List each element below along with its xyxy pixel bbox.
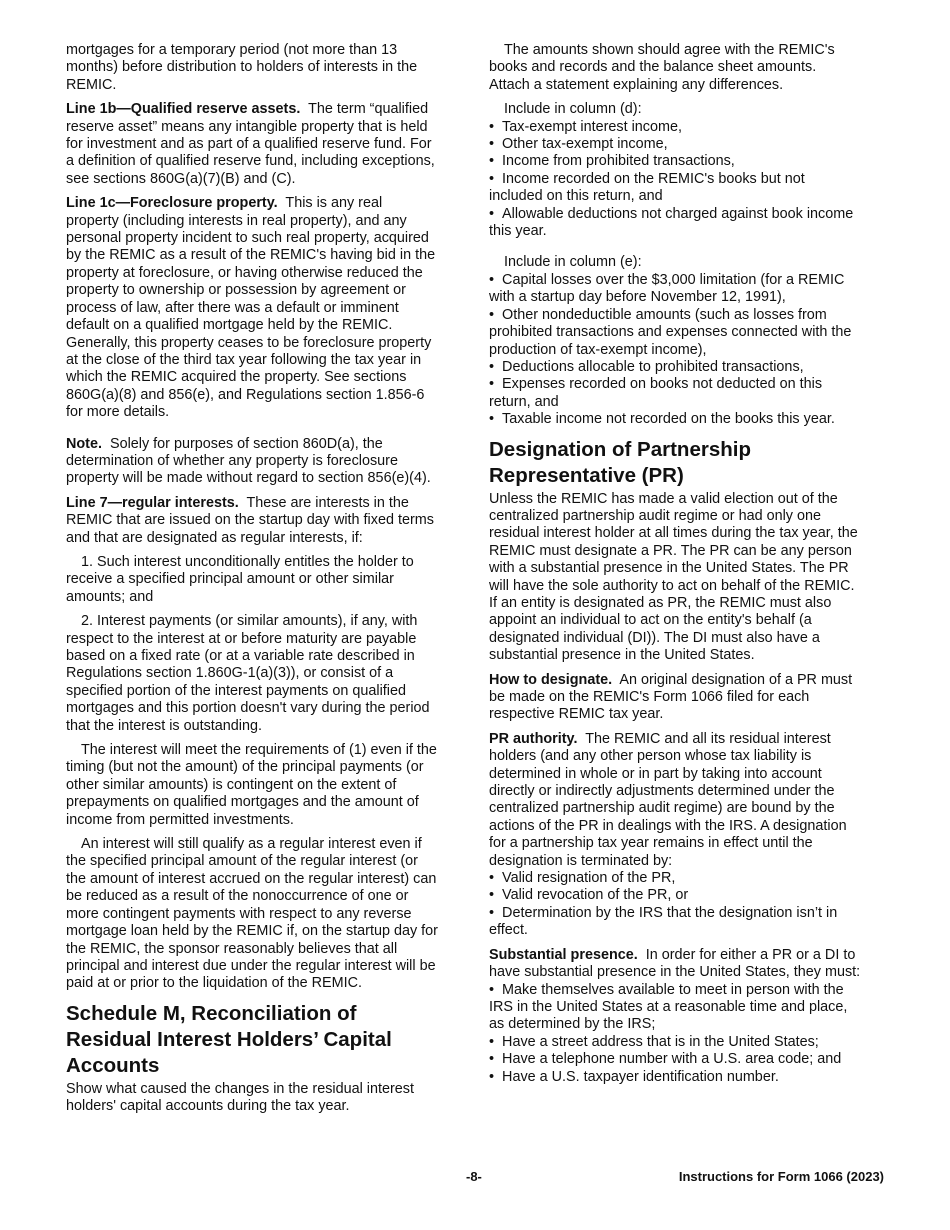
paragraph	[66, 42, 476, 94]
text-line: based on a fixed rate (or at a variable rate described in	[66, 648, 415, 664]
text-line: • Taxable income not recorded on the books this year.	[489, 411, 899, 428]
text-line: 1. Such interest unconditionally entitles the holder to	[81, 553, 414, 570]
text-line	[489, 947, 899, 964]
bullet-item	[489, 272, 899, 307]
text-line: REMIC that are issued on the startup day with fixed terms	[66, 512, 434, 529]
text-line: REMIC.	[66, 76, 117, 93]
text-line: REMIC must designate a PR. The PR can be any person	[489, 542, 852, 559]
paragraph	[66, 836, 476, 993]
page-number: -8-	[466, 1169, 482, 1184]
text-line: mortgage loan held by the REMIC if, on the startup day for	[66, 923, 438, 940]
text-line: centralized partnership audit regime or had only one	[489, 507, 821, 524]
bullet-item	[489, 887, 899, 904]
text-line: • Allowable deductions not charged against book income	[489, 206, 899, 223]
bullet-item	[489, 870, 899, 887]
left-column	[66, 42, 476, 1116]
bullet-item	[489, 171, 899, 206]
text-line	[489, 731, 899, 748]
text-line: determined in whole or in part by taking into account	[489, 765, 822, 782]
text-line: • Capital losses over the $3,000 limitation (for a REMIC	[489, 272, 899, 289]
text-line: specified portion of the interest payments on qualified	[66, 682, 406, 699]
paragraph	[66, 101, 476, 188]
run-in-heading: How to designate.	[489, 671, 613, 688]
text-line: the specified principal amount of the regular interest (or	[66, 853, 418, 870]
line-text: The REMIC and all its residual interest	[585, 730, 831, 747]
text-line: • Have a telephone number with a U.S. area code; and	[489, 1051, 899, 1068]
text-line: • Tax-exempt interest income,	[489, 119, 899, 136]
text-line: 2. Interest payments (or similar amounts), if any, with	[81, 613, 418, 630]
paragraph	[489, 254, 899, 271]
line-text: Solely for purposes of section 860D(a), the	[109, 435, 383, 452]
text-line: be made on the REMIC's Form 1066 filed for each	[489, 689, 810, 705]
bullet-item	[489, 1069, 899, 1086]
section-heading	[66, 1001, 476, 1079]
text-line: this year.	[489, 223, 547, 240]
text-line: Attach a statement explaining any differences.	[489, 76, 784, 93]
text-line: residual interest holder at all times during the tax year, the	[489, 525, 858, 542]
text-line: with a startup day before November 12, 1991),	[489, 289, 786, 306]
text-line: • Income from prohibited transactions,	[489, 153, 899, 170]
text-line: • Make themselves available to meet in person with the	[489, 982, 899, 999]
text-line: If an entity is designated as PR, the REMIC must also	[489, 594, 832, 611]
paragraph	[489, 731, 899, 870]
text-line: designation is terminated by:	[489, 852, 673, 869]
run-in-heading: Substantial presence.	[489, 946, 638, 963]
bullet-item	[489, 119, 899, 136]
text-line: as determined by the IRS;	[489, 1016, 656, 1033]
text-line: property at foreclosure, or having otherwise reduced the	[66, 264, 423, 281]
paragraph	[66, 436, 476, 488]
text-line: substantial presence in the United States.	[489, 647, 755, 664]
run-in-heading: Line 1b—Qualified reserve assets.	[66, 101, 301, 118]
paragraph	[66, 554, 476, 606]
text-line: actions of the PR in dealings with the IRS. A designation	[489, 817, 847, 834]
text-line: a definition of qualified reserve fund, including exceptions,	[66, 153, 435, 170]
text-line: for a partnership tax year remains in effect until the	[489, 835, 813, 852]
text-line: centralized partnership audit regime) are bound by the	[489, 800, 835, 817]
text-line: timing (but not the amount) of the principal payments (or	[66, 759, 424, 776]
text-line: will have the sole authority to act on behalf of the REMIC.	[489, 577, 855, 594]
text-line: the REMIC, the sponsor reasonably believes that all	[66, 940, 398, 957]
text-line: amounts; and	[66, 588, 154, 605]
paragraph	[66, 742, 476, 829]
run-in-heading: Note.	[66, 435, 102, 452]
text-line: other similar amounts) is contingent on the extent of	[66, 776, 397, 793]
text-line: • Valid revocation of the PR, or	[489, 887, 899, 904]
right-column	[489, 42, 899, 1086]
text-line: property will be made without regard to section 856(e)(4).	[66, 470, 431, 487]
text-line: • Other nondeductible amounts (such as losses from	[489, 307, 899, 324]
text-line: effect.	[489, 922, 528, 939]
text-line: included on this return, and	[489, 188, 663, 205]
text-line: be reduced as a result of the nonoccurrence of one or	[66, 888, 409, 905]
text-line: The interest will meet the requirements of (1) even if the	[81, 742, 437, 759]
text-line: books and records and the balance sheet amounts.	[489, 59, 817, 76]
text-line: default on a qualified mortgage held by the REMIC.	[66, 317, 393, 334]
text-line: • Other tax-exempt income,	[489, 136, 899, 153]
form-title: Instructions for Form 1066 (2023)	[678, 1169, 884, 1184]
paragraph	[66, 195, 476, 421]
text-line: respect to the interest at or before maturity are payable	[66, 630, 417, 647]
text-line	[66, 495, 476, 512]
line-text: An original designation of a PR must	[619, 671, 853, 688]
text-line: for investment and as part of a qualified reserve fund. For	[66, 136, 432, 153]
text-line: Include in column (e):	[504, 254, 642, 271]
paragraph	[489, 42, 899, 94]
text-line: Include in column (d):	[504, 101, 642, 118]
bullet-item	[489, 359, 899, 376]
bullet-item	[489, 376, 899, 411]
text-line: Schedule M, Reconciliation of	[66, 1001, 357, 1025]
text-line: 860G(a)(8) and 856(e), and Regulations section 1.856-6	[66, 386, 425, 403]
bullet-item	[489, 982, 899, 1034]
text-line: process of law, after there was a default or imminent	[66, 299, 399, 316]
bullet-item	[489, 206, 899, 241]
run-in-heading: PR authority.	[489, 730, 578, 747]
text-line: at the close of the third tax year following the tax year in	[66, 351, 422, 368]
text-line: that the interest is outstanding.	[66, 717, 262, 734]
paragraph	[66, 613, 476, 735]
text-line: and that are designated as regular interests, if:	[66, 529, 363, 546]
run-in-heading: Line 1c—Foreclosure property.	[66, 195, 278, 212]
text-line	[66, 195, 476, 212]
text-line: paid at or prior to the liquidation of the REMIC.	[66, 975, 362, 992]
text-line: reserve asset” means any intangible property that is held	[66, 118, 428, 135]
text-line: An interest will still qualify as a regular interest even if	[81, 836, 422, 853]
text-line: the amount of interest accrued on the regular interest) can	[66, 870, 437, 887]
text-line: • Have a street address that is in the United States;	[489, 1034, 899, 1051]
paragraph	[66, 495, 476, 547]
line-text: In order for either a PR or a DI to	[645, 946, 856, 963]
text-line: receive a specified principal amount or other similar	[66, 571, 394, 588]
text-line: see sections 860G(a)(7)(B) and (C).	[66, 170, 296, 187]
text-line: personal property incident to such real property, acquired	[66, 230, 429, 247]
text-line: holders' capital accounts during the tax year.	[66, 1098, 350, 1115]
text-line: designated individual (DI)). The DI must also have a	[489, 629, 820, 646]
text-line: IRS in the United States at a reasonable time and place,	[489, 998, 848, 1015]
text-line: property (including interests in real property), and any	[66, 212, 407, 229]
text-line: Residual Interest Holders’ Capital	[66, 1027, 392, 1051]
paragraph	[489, 672, 899, 724]
text-line: prepayments on qualified mortgages and the amount of	[66, 794, 419, 811]
text-line: with a substantial presence in the United States. The PR	[489, 560, 849, 577]
text-line: return, and	[489, 393, 559, 410]
text-line: for more details.	[66, 404, 170, 421]
text-line: Generally, this property ceases to be foreclosure property	[66, 334, 432, 351]
bullet-item	[489, 1051, 899, 1068]
text-line: principal and interest due under the regular interest will be	[66, 957, 436, 974]
line-text: This is any real	[285, 195, 383, 212]
text-line: by the REMIC as a result of the REMIC's having bid in the	[66, 247, 436, 264]
text-line: determination of whether any property is foreclosure	[66, 452, 398, 469]
text-line: Representative (PR)	[489, 463, 684, 487]
text-line: directly or indirectly adjustments determined under the	[489, 783, 835, 800]
text-line: • Deductions allocable to prohibited transactions,	[489, 359, 899, 376]
text-line	[66, 436, 476, 453]
text-line: • Valid resignation of the PR,	[489, 870, 899, 887]
text-line: • Income recorded on the REMIC's books but not	[489, 171, 899, 188]
text-line: • Have a U.S. taxpayer identification number.	[489, 1069, 899, 1086]
text-line: more contingent payments with respect to any reverse	[66, 905, 412, 922]
bullet-item	[489, 307, 899, 359]
section-heading	[489, 437, 899, 489]
paragraph	[66, 1081, 476, 1116]
text-line: Show what caused the changes in the residual interest	[66, 1080, 414, 1097]
text-line	[66, 101, 476, 118]
text-line: production of tax-exempt income),	[489, 341, 707, 358]
text-line: • Determination by the IRS that the designation isn’t in	[489, 905, 899, 922]
paragraph	[489, 491, 899, 665]
text-line: prohibited transactions and expenses connected with the	[489, 324, 852, 341]
text-line: The amounts shown should agree with the REMIC's	[504, 42, 835, 58]
text-line: • Expenses recorded on books not deducted on this	[489, 376, 899, 393]
text-line: appoint an individual to act on the entity's behalf (a	[489, 612, 812, 629]
text-line: Unless the REMIC has made a valid election out of the	[489, 490, 838, 507]
bullet-item	[489, 411, 899, 428]
text-line: respective REMIC tax year.	[489, 706, 664, 723]
text-line: months) before distribution to holders of interests in the	[66, 59, 418, 76]
text-line: income from permitted investments.	[66, 811, 294, 828]
text-line: property to ownership or possession by agreement or	[66, 282, 406, 299]
bullet-item	[489, 905, 899, 940]
text-line: Regulations section 1.860G-1(a)(3)), or consist of a	[66, 665, 394, 682]
text-line: holders (and any other person whose tax liability is	[489, 748, 812, 765]
text-line: mortgages for a temporary period (not more than 13	[66, 42, 398, 58]
paragraph	[489, 101, 899, 118]
text-line: Accounts	[66, 1053, 160, 1077]
bullet-item	[489, 136, 899, 153]
text-line: which the REMIC acquired the property. See sections	[66, 369, 407, 386]
text-line: mortgages and this portion doesn't vary during the period	[66, 700, 430, 717]
text-line: have substantial presence in the United States, they must:	[489, 964, 861, 981]
text-line: Designation of Partnership	[489, 437, 751, 461]
paragraph	[489, 947, 899, 982]
line-text: The term “qualified	[308, 101, 429, 118]
bullet-item	[489, 1034, 899, 1051]
line-text: These are interests in the	[246, 494, 409, 511]
text-line	[489, 672, 899, 689]
run-in-heading: Line 7—regular interests.	[66, 494, 239, 511]
bullet-item	[489, 153, 899, 170]
